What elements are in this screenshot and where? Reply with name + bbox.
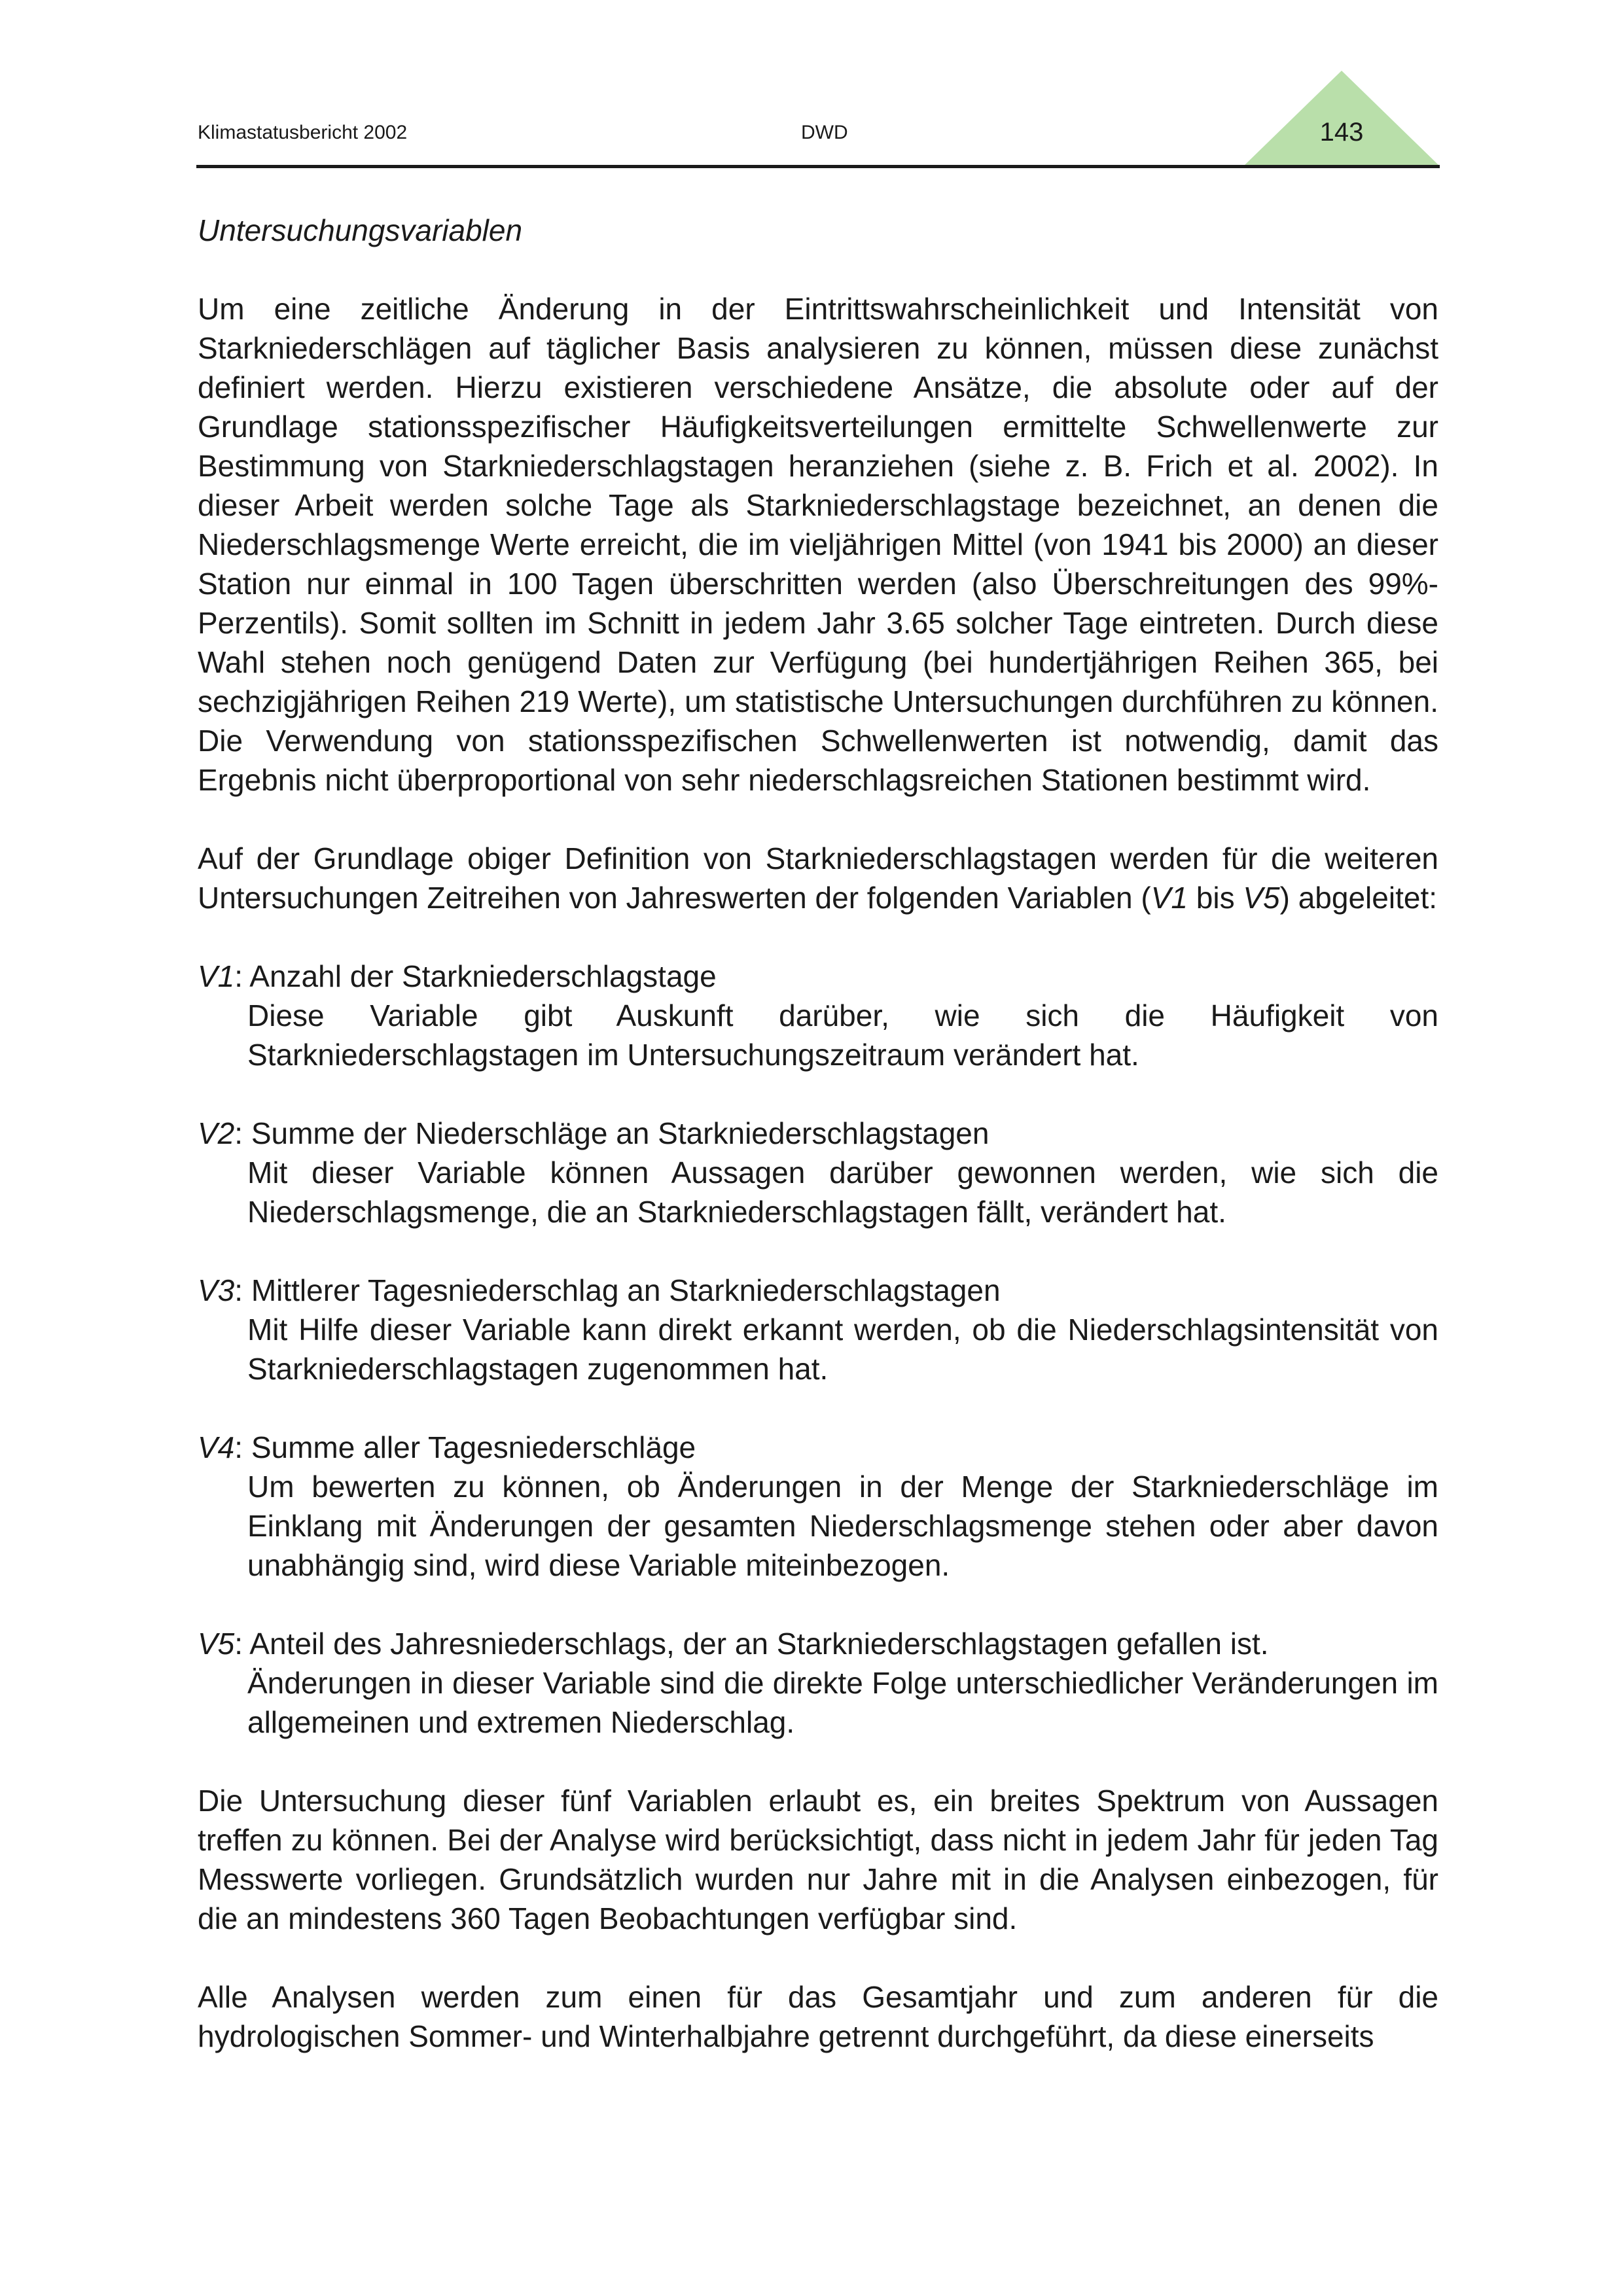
section-title: Untersuchungsvariablen <box>198 213 523 247</box>
definition-text-end: ) abgeleitet: <box>1279 881 1438 915</box>
variable-label: V3 <box>198 1273 235 1307</box>
variable-item-v4 <box>198 1428 1438 1585</box>
definition-v5: V5 <box>1243 881 1280 915</box>
variable-item-v5 <box>198 1624 1438 1742</box>
header-rule <box>196 165 1440 168</box>
variable-label: V2 <box>198 1116 235 1150</box>
variable-item-v1 <box>198 957 1438 1074</box>
variable-heading <box>198 1114 1438 1153</box>
variable-label: V5 <box>198 1627 235 1661</box>
variable-item-v2 <box>198 1114 1438 1231</box>
definition-bis: bis <box>1187 881 1243 915</box>
variable-description: Um bewerten zu können, ob Änderungen in der Menge der Starkniederschläge im Einklang mit Änderungen der gesamten Niederschlagsmenge stehen oder aber davon unabhängig sind, wird diese Variable miteinbezogen. <box>247 1470 1438 1582</box>
variable-title: : Mittlerer Tagesniederschlag an Starkniederschlagstagen <box>234 1273 1001 1307</box>
variable-heading <box>198 1271 1438 1310</box>
variable-description: Mit dieser Variable können Aussagen darüber gewonnen werden, wie sich die Niederschlagsmenge, die an Starkniederschlagstagen fällt, verändert hat. <box>247 1156 1438 1229</box>
variable-label: V1 <box>198 959 235 993</box>
variable-label: V4 <box>198 1430 235 1464</box>
definition-text-start: Auf der Grundlage obiger Definition von Starkniederschlagstagen werden für die weiteren Untersuchungen Zeitreihen von Jahreswerten der folgenden Variablen ( <box>198 841 1438 915</box>
variable-title: : Summe aller Tagesniederschläge <box>234 1430 696 1464</box>
variable-heading <box>198 1624 1438 1663</box>
variable-description: Mit Hilfe dieser Variable kann direkt erkannt werden, ob die Niederschlagsintensität von Starkniederschlagstagen zugenommen hat. <box>247 1313 1438 1386</box>
definition-v1: V1 <box>1150 881 1188 915</box>
intro-paragraph: Um eine zeitliche Änderung in der Eintrittswahrscheinlichkeit und Intensität von Starkniederschlägen auf täglicher Basis analysieren zu können, müssen diese zunächst definiert werden. Hierzu existieren verschiedene Ansätze, die absolute oder auf der Grundlage stationsspezifischer Häufigkeitsverteilungen ermittelte Schwellenwerte zur Bestimmung von Starkniederschlagstagen heranziehen (siehe z. B. Frich et al. 2002). In dieser Arbeit werden solche Tage als Starkniederschlagstage bezeichnet, an denen die Niederschlagsmenge Werte erreicht, die im vieljährigen Mittel (von 1941 bis 2000) an dieser Station nur einmal in 100 Tagen überschritten werden (also Überschreitungen des 99%-Perzentils). Somit sollten im Schnitt in jedem Jahr 3.65 solcher Tage eintreten. Durch diese Wahl stehen noch genügend Daten zur Verfügung (bei hundertjährigen Reihen 365, bei sechzigjährigen Reihen 219 Werte), um statistische Untersuchungen durchführen zu können. Die Verwendung von stationsspezifischen Schwellenwerten ist notwendig, damit das Ergebnis nicht überproportional von sehr niederschlagsreichen Stationen bestimmt wird. <box>198 292 1438 797</box>
header-publisher: DWD <box>801 122 848 143</box>
page-content <box>198 211 1438 2056</box>
variable-description: Diese Variable gibt Auskunft darüber, wie sich die Häufigkeit von Starkniederschlagstagen im Untersuchungszeitraum verändert hat. <box>247 998 1438 1072</box>
variable-title: : Anteil des Jahresniederschlags, der an Starkniederschlagstagen gefallen ist. <box>234 1627 1269 1661</box>
definition-paragraph <box>198 839 1438 917</box>
analysis-paragraph: Die Untersuchung dieser fünf Variablen erlaubt es, ein breites Spektrum von Aussagen treffen zu können. Bei der Analyse wird berücksichtigt, dass nicht in jedem Jahr für jeden Tag Messwerte vorliegen. Grundsätzlich wurden nur Jahre mit in die Analysen einbezogen, für die an mindestens 360 Tagen Beobachtungen verfügbar sind. <box>198 1784 1438 1935</box>
variable-description: Änderungen in dieser Variable sind die direkte Folge unterschiedlicher Veränderungen im allgemeinen und extremen Niederschlag. <box>247 1666 1438 1739</box>
variable-heading <box>198 957 1438 996</box>
variable-heading <box>198 1428 1438 1467</box>
variable-item-v3 <box>198 1271 1438 1388</box>
closing-paragraph: Alle Analysen werden zum einen für das Gesamtjahr und zum anderen für die hydrologischen Sommer- und Winterhalbjahre getrennt durchgeführt, da diese einerseits <box>198 1980 1438 2053</box>
header-report-title: Klimastatusbericht 2002 <box>198 122 408 143</box>
page-header <box>0 0 1623 170</box>
variable-title: : Anzahl der Starkniederschlagstage <box>234 959 717 993</box>
variable-title: : Summe der Niederschläge an Starkniederschlagstagen <box>234 1116 990 1150</box>
page-number: 143 <box>1319 118 1364 147</box>
